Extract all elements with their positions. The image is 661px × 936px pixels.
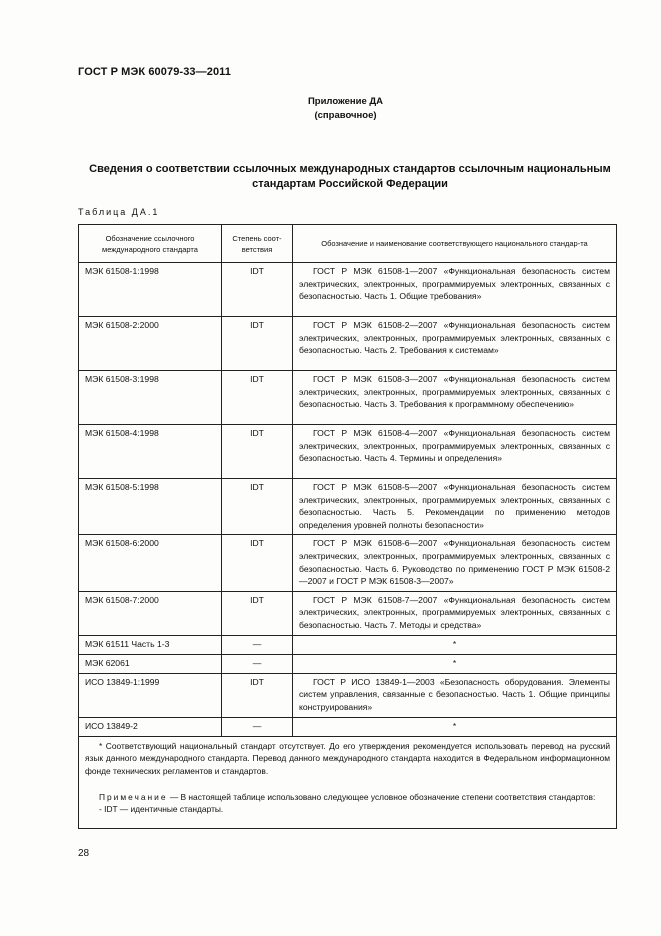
column-header-intl: Обозначение ссылочного международного стандарта [79, 225, 222, 263]
intl-standard-cell: МЭК 61508-2:2000 [79, 317, 222, 371]
note-item: - IDT — идентичные стандарты. [99, 804, 224, 815]
table-label: Таблица ДА.1 [78, 207, 160, 217]
section-heading-line2: стандартам Российской Федерации [252, 178, 448, 190]
intl-standard-cell: МЭК 61511 Часть 1-3 [79, 635, 222, 654]
intl-standard-cell: МЭК 62061 [79, 654, 222, 673]
intl-standard-cell: МЭК 61508-7:2000 [79, 591, 222, 635]
correspondence-table [78, 224, 617, 829]
degree-cell: — [222, 635, 293, 654]
appendix-title: Приложение ДА [307, 96, 384, 107]
intl-standard-cell: МЭК 61508-4:1998 [79, 425, 222, 479]
document-code: ГОСТ Р МЭК 60079-33—2011 [78, 66, 231, 78]
intl-standard-cell: МЭК 61508-1:1998 [79, 263, 222, 317]
note [85, 791, 610, 803]
table-row [79, 263, 617, 317]
column-header-degree: Степень соот-ветствия [222, 225, 293, 263]
appendix-heading [0, 95, 661, 123]
national-standard-cell: * [293, 717, 617, 736]
table-row [79, 591, 617, 635]
table-row [79, 535, 617, 591]
table-header-row [79, 225, 617, 263]
table-row [79, 371, 617, 425]
table-row [79, 717, 617, 736]
national-standard-cell: ГОСТ Р ИСО 13849-1—2003 «Безопасность оборудования. Элементы систем управления, связанные с безопасностью. Часть 1. Общие принципы конструирования» [293, 673, 617, 717]
national-standard-cell: ГОСТ Р МЭК 61508-2—2007 «Функциональная безопасность систем электрических, электронных, программируемых электронных, связанных с безопасностью. Часть 2. Требования к системам» [293, 317, 617, 371]
section-heading-line1: Сведения о соответствии ссылочных международных стандартов ссылочным национальным [89, 163, 611, 175]
degree-cell: IDT [222, 591, 293, 635]
national-standard-cell: * [293, 635, 617, 654]
degree-cell: IDT [222, 263, 293, 317]
degree-cell: IDT [222, 535, 293, 591]
degree-cell: IDT [222, 673, 293, 717]
national-standard-cell: ГОСТ Р МЭК 61508-1—2007 «Функциональная безопасность систем электрических, электронных, программируемых электронных, связанных с безопасностью. Часть 1. Общие требования» [293, 263, 617, 317]
national-standard-cell: ГОСТ Р МЭК 61508-7—2007 «Функциональная безопасность систем электрических, электронных, программируемых электронных, связанных с безопасностью. Часть 7. Методы и средства» [293, 591, 617, 635]
page-number: 28 [78, 848, 90, 859]
intl-standard-cell: ИСО 13849-2 [79, 717, 222, 736]
footnote: * Соответствующий национальный стандарт отсутствует. До его утверждения рекомендуется использовать перевод на русский язык данного международного стандарта. Перевод данного международного стандарта находится в Федеральном информационном фонде технических регламентов и стандартов. [85, 740, 610, 776]
degree-cell: — [222, 654, 293, 673]
section-heading [70, 162, 630, 192]
degree-cell: IDT [222, 371, 293, 425]
national-standard-cell: ГОСТ Р МЭК 61508-4—2007 «Функциональная безопасность систем электрических, электронных, программируемых электронных, связанных с безопасностью. Часть 4. Термины и определения» [293, 425, 617, 479]
degree-cell: IDT [222, 317, 293, 371]
table-row [79, 425, 617, 479]
national-standard-cell: ГОСТ Р МЭК 61508-5—2007 «Функциональная безопасность систем электрических, электронных, программируемых электронных, связанных с безопасностью. Часть 5. Рекомендации по применению методов определения уровней полноты безопасности» [293, 479, 617, 535]
intl-standard-cell: МЭК 61508-6:2000 [79, 535, 222, 591]
intl-standard-cell: МЭК 61508-3:1998 [79, 371, 222, 425]
national-standard-cell: * [293, 654, 617, 673]
degree-cell: — [222, 717, 293, 736]
note-label: Примечание [99, 791, 168, 802]
appendix-subtitle: (справочное) [314, 110, 377, 121]
table-row [79, 673, 617, 717]
national-standard-cell: ГОСТ Р МЭК 61508-3—2007 «Функциональная безопасность систем электрических, электронных, программируемых электронных, связанных с безопасностью. Часть 3. Требования к программному обеспечению» [293, 371, 617, 425]
column-header-national: Обозначение и наименование соответствующего национального стандар-та [293, 225, 617, 263]
degree-cell: IDT [222, 479, 293, 535]
degree-cell: IDT [222, 425, 293, 479]
table-row [79, 479, 617, 535]
intl-standard-cell: ИСО 13849-1:1999 [79, 673, 222, 717]
table-notes-row [79, 736, 617, 828]
national-standard-cell: ГОСТ Р МЭК 61508-6—2007 «Функциональная безопасность систем электрических, электронных, программируемых электронных, связанных с безопасностью. Часть 6. Руководство по применению ГОСТ Р МЭК 61508-2—2007 и ГОСТ Р МЭК 61508-3—2007» [293, 535, 617, 591]
table-row [79, 635, 617, 654]
table-row [79, 317, 617, 371]
note-text: — В настоящей таблице использовано следующее условное обозначение степени соответствия стандартов: [169, 791, 596, 802]
table-row [79, 654, 617, 673]
table-notes [79, 736, 617, 828]
intl-standard-cell: МЭК 61508-5:1998 [79, 479, 222, 535]
